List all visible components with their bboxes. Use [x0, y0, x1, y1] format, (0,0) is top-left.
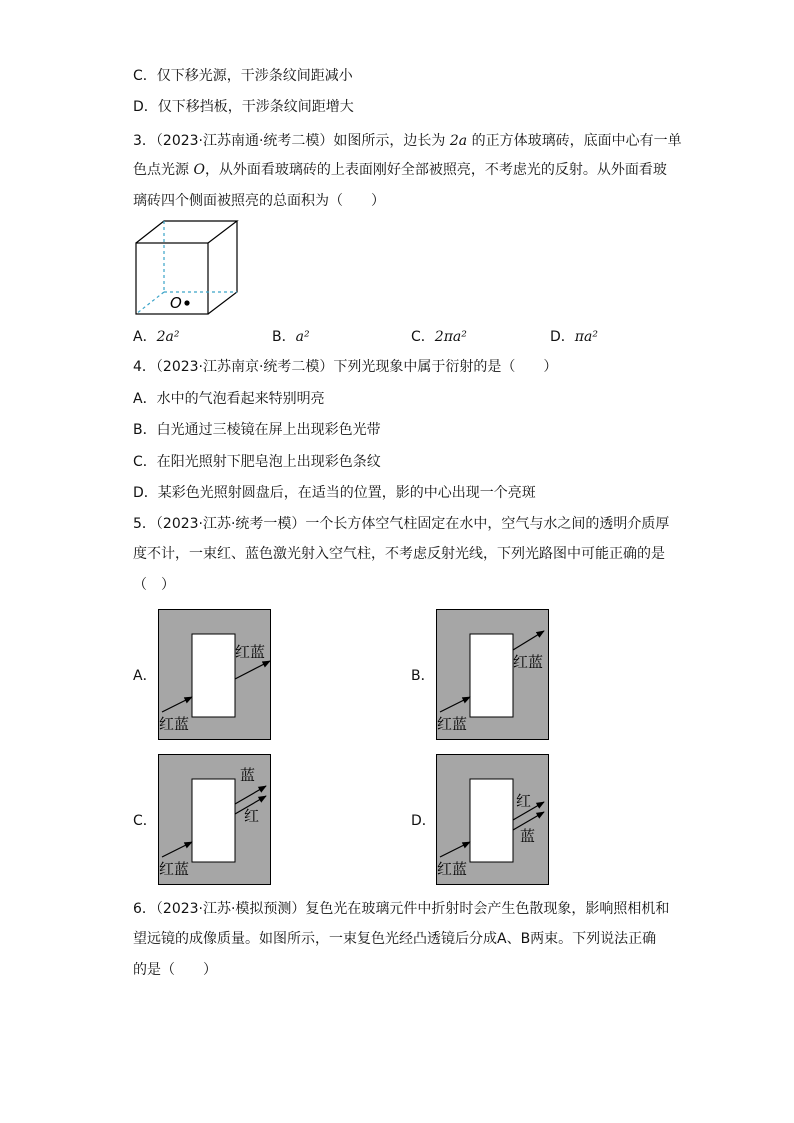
q4-option-b: B．白光通过三棱镜在屏上出现彩色光带	[133, 422, 381, 438]
incident-ray-label: 红蓝	[437, 860, 468, 878]
incident-ray-label: 红蓝	[159, 860, 190, 878]
q3-option-b-value: a²	[295, 329, 310, 345]
q3-text-1b: 的正方体玻璃砖，底面中心有一单	[467, 133, 682, 149]
q5-option-a-label: A．	[133, 668, 157, 684]
q3-option-d	[550, 327, 598, 347]
q3-variable-o: O	[193, 162, 205, 178]
q3-option-a-value: 2a²	[156, 329, 180, 345]
q5-option-c-label: C．	[133, 813, 157, 829]
exit-ray-label: 红蓝	[235, 643, 266, 661]
q5-option-d-label: D．	[411, 813, 436, 829]
q3-option-b-label: B．	[272, 329, 296, 345]
exit-ray-top-label: 红	[516, 792, 532, 810]
incident-ray-label: 红蓝	[159, 715, 190, 733]
q5-line-2: 度不计，一束红、蓝色激光射入空气柱，不考虑反射光线，下列光路图中可能正确的是	[133, 546, 665, 562]
q3-text-1a: 3．（2023·江苏南通·统考二模）如图所示，边长为	[133, 133, 450, 149]
air-column	[192, 634, 235, 717]
q3-text-2a: 色点光源	[133, 162, 194, 178]
air-column	[470, 634, 513, 717]
q5-figure-a	[158, 609, 271, 740]
q4-option-a: A．水中的气泡看起来特别明亮	[133, 391, 325, 407]
exit-ray-bottom-label: 红	[244, 807, 260, 825]
q4-stem: 4．（2023·江苏南京·统考二模）下列光现象中属于衍射的是（ ）	[133, 359, 558, 375]
incident-ray-label: 红蓝	[437, 715, 468, 733]
q3-line-3: 璃砖四个侧面被照亮的总面积为（ ）	[133, 193, 385, 209]
q3-line-1	[133, 131, 682, 151]
q5-figure-c	[158, 754, 271, 885]
q5-option-b-label: B．	[411, 668, 435, 684]
q3-option-c-label: C．	[411, 329, 435, 345]
q2-option-c: C．仅下移光源，干涉条纹间距减小	[133, 68, 353, 84]
q3-variable-2a: 2a	[449, 133, 468, 149]
air-column	[470, 779, 513, 862]
q3-text-2b: ，从外面看玻璃砖的上表面刚好全部被照亮，不考虑光的反射。从外面看玻	[204, 162, 667, 178]
q3-option-a	[133, 327, 179, 347]
q3-option-d-label: D．	[550, 329, 575, 345]
q3-option-d-value: πa²	[574, 329, 598, 345]
q5-line-3: （ ）	[133, 577, 175, 593]
air-column	[192, 779, 235, 862]
q3-option-c-value: 2πa²	[434, 329, 467, 345]
q4-option-c: C．在阳光照射下肥皂泡上出现彩色条纹	[133, 454, 381, 470]
exit-ray-label: 红蓝	[513, 653, 544, 671]
cube-figure	[130, 216, 245, 318]
q3-option-c	[411, 327, 467, 347]
cube-right-edges	[208, 221, 237, 314]
q5-line-1: 5．（2023·江苏·统考一模）一个长方体空气柱固定在水中，空气与水之间的透明介质厚	[133, 516, 670, 532]
q6-line-2: 望远镜的成像质量。如图所示，一束复色光经凸透镜后分成A、B两束。下列说法正确	[133, 931, 657, 947]
q6-line-3: 的是（ ）	[133, 962, 217, 978]
q3-option-b	[272, 327, 310, 347]
q3-option-a-label: A．	[133, 329, 157, 345]
q6-line-1: 6．（2023·江苏·模拟预测）复色光在玻璃元件中折射时会产生色散现象，影响照相机和	[133, 901, 670, 917]
cube-hidden-edges	[136, 221, 237, 314]
q3-line-2	[133, 160, 667, 180]
q5-figure-b	[436, 609, 549, 740]
exit-ray-bottom-label: 蓝	[520, 827, 536, 845]
q4-option-d: D．某彩色光照射圆盘后，在适当的位置，影的中心出现一个亮斑	[133, 485, 536, 501]
cube-top-edges	[136, 221, 237, 243]
light-source-dot	[184, 300, 189, 305]
q2-option-d: D．仅下移挡板，干涉条纹间距增大	[133, 99, 354, 115]
exit-ray-top-label: 蓝	[240, 766, 256, 784]
light-source-label: O	[170, 294, 182, 312]
q5-figure-d	[436, 754, 549, 885]
